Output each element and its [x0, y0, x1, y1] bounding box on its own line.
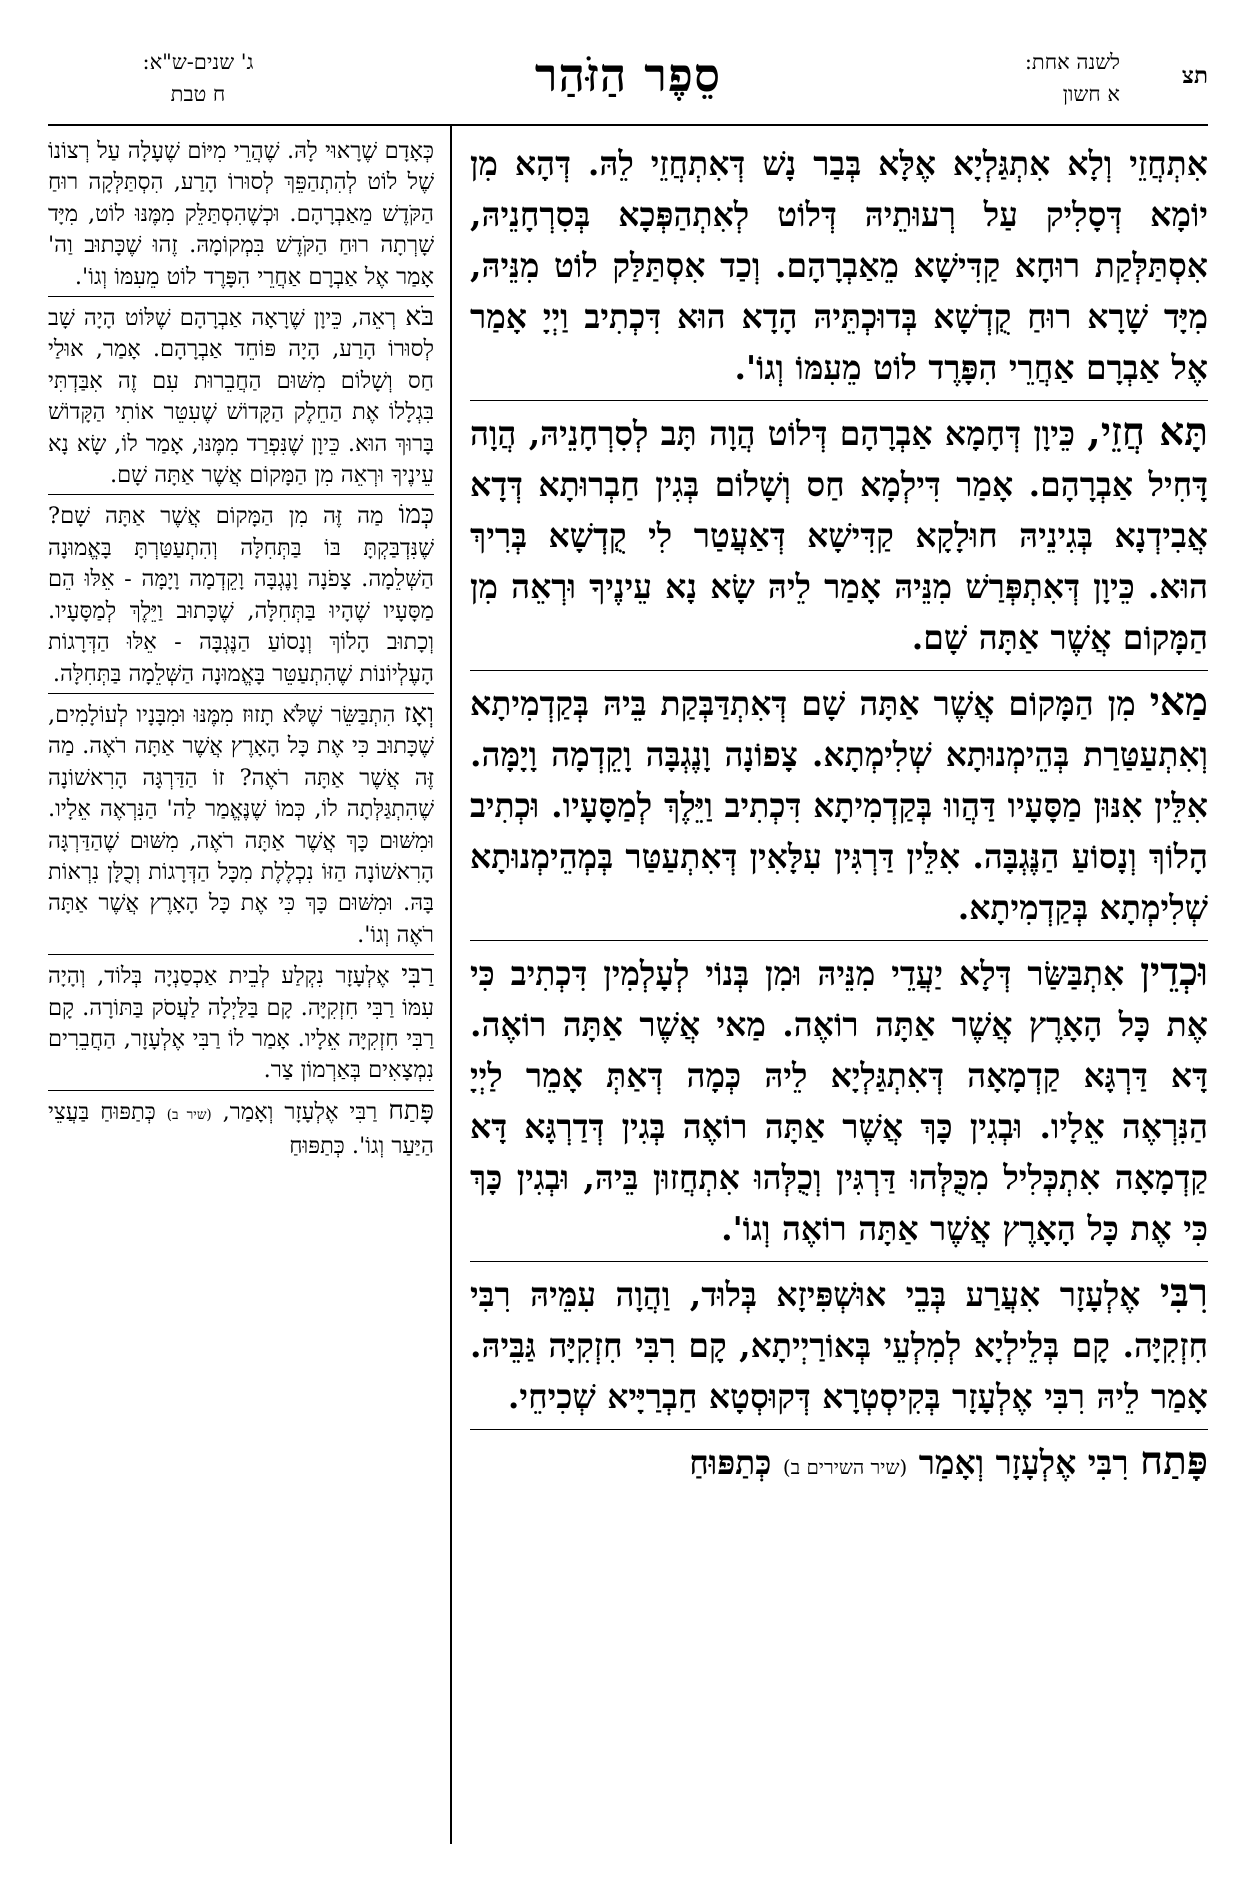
paragraph-text: אֶלְעָזָר אִעֲרַע בְּבֵי אוּשְׁפִּיזָא בְּלוּד, וַהֲוָה עִמֵּיהּ רִבִּי חִזְקִיָּה. קָם בְּלֵילְיָא לְמִלְעֵי בְּאוֹרַיְיתָא, קָם רִבִּי חִזְקִיָּה גַּבֵּיהּ. אָמַר לֵיהּ רִבִּי אֶלְעָזָר בְּקִיסְטְרָא דְּקוּסְטָא חַבְרַיָּיא שְׁכִיחֵי.: [470, 1275, 1208, 1416]
hebrew-paragraph: [48, 499, 434, 693]
aramaic-paragraph: [470, 138, 1208, 401]
aramaic-text-column: [470, 138, 1208, 1506]
page: [48, 44, 1208, 1844]
schedule-date: א חשון: [1062, 82, 1120, 106]
cycle-date: ח טבת: [170, 82, 226, 106]
verse-reference: (שיר ב): [166, 1106, 212, 1123]
page-number: תצ: [1181, 62, 1208, 89]
paragraph-text: כֵּיוָן דְּחָמָא אַבְרָהָם דְּלוֹט הֲוָה תָּב לְסִרְחָנֵיהּ, הֲוָה דָּחִיל אַבְרָהָם. אָמַר דִּילְמָא חַס וְשָׁלוֹם בְּגִין חַבְרוּתָא דְּדָא אֲבִידְנָא בְּגִינֵיהּ חוּלָקָא קַדִּישָׁא דְּאַעֲטַר לִי קֻדְשָׁא בְּרִיךְ הוּא. כֵּיוָן דְּאִתְפְּרַשׁ מִנֵּיהּ אָמַר לֵיהּ שָׂא נָא עֵינֶיךָ וּרְאֵה מִן הַמָּקוֹם אֲשֶׁר אַתָּה שָׁם.: [470, 414, 1208, 657]
aramaic-paragraph: [470, 947, 1208, 1262]
paragraph-text: אִתְחֲזֵי וְלָא אִתְגַּלְיָא אֶלָּא בְּבַר נָשׁ דְּאִתְחֲזֵי לֵהּ. דְּהָא מִן יוֹמָא דְּסָלִיק עַל רְעוּתֵיהּ דְּלוֹט לְאִתְהַפְּכָא בְּסִרְחָנֵיהּ, אִסְתַּלְּקַת רוּחָא קַדִּישָׁא מֵאַבְרָהָם. וְכַד אִסְתַּלַּק לוֹט מִנֵּיהּ, מִיָּד שָׁרָא רוּחַ קֻדְשָׁא בְּדוּכְתֵּיהּ הָדָא הוּא דִּכְתִיב וַיְיָ אָמַר אֶל אַבְרָם אַחֲרֵי הִפָּרֶד לוֹט מֵעִמּוֹ וְגוֹ'.: [470, 144, 1208, 387]
opening-word: בֹּא: [405, 301, 434, 333]
paragraph-text: אִתְבַּשַּׂר דְּלָא יַעֲדֵי מִנֵּיהּ וּמִן בְּנוֹי לְעָלְמִין דִּכְתִיב כִּי אֶת כָּל הָאָרֶץ אֲשֶׁר אַתָּה רוֹאֶה. מַאי אֲשֶׁר אַתָּה רוֹאֶה. דָּא דַּרְגָּא קַדְמָאָה דְּאִתְגַּלְיָא לֵיהּ כְּמָה דְּאַתְּ אָמֵר לַיְיָ הַנִּרְאֶה אֵלָיו. וּבְגִין כָּךְ אֲשֶׁר אַתָּה רוֹאֶה בְּגִין דְּדַרְגָּא דָּא קַדְמָאָה אִתְכְּלִיל מִכֻּלְּהוּ דַּרְגִּין וְכֻלְּהוּ אִתְחֲזוּן בֵּיהּ, וּבְגִין כָּךְ כִּי אֶת כָּל הָאָרֶץ אֲשֶׁר אַתָּה רוֹאֶה וְגוֹ'.: [470, 954, 1208, 1248]
paragraph-text: רַבִּי אֶלְעָזָר וְאָמַר,: [222, 1098, 378, 1125]
hebrew-paragraph: [48, 959, 434, 1091]
paragraph-text: רְאֵה, כֵּיוָן שֶׁרָאָה אַבְרָהָם שֶׁלּוֹט הָיָה שָׁב לְסוּרוֹ הָרַע, הָיָה פּוֹחֵד אַבְרָהָם. אָמַר, אוּלַי חַס וְשָׁלוֹם מִשּׁוּם הַחֲבֵרוּת עִם זֶה אִבַּדְתִּי בִּגְלָלוֹ אֶת הַחֵלֶק הַקָּדוֹשׁ שֶׁעִטֵּר אוֹתִי הַקָּדוֹשׁ בָּרוּךְ הוּא. כֵּיוָן שֶׁנִּפְרַד מִמֶּנּוּ, אָמַר לוֹ, שָׂא נָא עֵינֶיךָ וּרְאֵה מִן הַמָּקוֹם אֲשֶׁר אַתָּה שָׁם.: [48, 305, 434, 489]
paragraph-tail: כְּתַפּוּחַ בַּעֲצֵי הַיַּעַר וְגוֹ'. כְּתַפּוּחַ: [48, 1098, 434, 1160]
opening-word: פָּתַח: [1140, 1438, 1208, 1484]
opening-word: וְאָז: [403, 697, 434, 729]
page-header: [48, 44, 1208, 126]
opening-word: מַאי: [1149, 679, 1208, 725]
paragraph-text: מַה זֶּה מִן הַמָּקוֹם אֲשֶׁר אַתָּה שָׁם? שֶׁנִּדְבַּקְתָּ בּוֹ בַּתְּחִלָּה וְהִתְעַטַּרְתָּ בָּאֱמוּנָה הַשְּׁלֵמָה. צָפֹנָה וָנֶגְבָּה וָקֵדְמָה וָיָמָּה - אֵלּוּ הֵם מַסָּעָיו שֶׁהָיוּ בַּתְּחִלָּה, שֶׁכָּתוּב וַיֵּלֶךְ לְמַסָּעָיו. וְכָתוּב הָלוֹךְ וְנָסוֹעַ הַנֶּגְבָּה - אֵלּוּ הַדְּרָגוֹת הָעֶלְיוֹנוֹת שֶׁהִתְעַטֵּר בָּאֱמוּנָה הַשְּׁלֵמָה בַּתְּחִלָּה.: [48, 503, 434, 687]
opening-word: רַבִּי: [401, 959, 434, 991]
hebrew-paragraph: [48, 1095, 434, 1166]
paragraph-text: רִבִּי אֶלְעָזָר וְאָמַר: [918, 1443, 1129, 1482]
hebrew-paragraph: [48, 136, 434, 297]
opening-word: וּכְדֵין: [1140, 949, 1208, 995]
aramaic-paragraph: [470, 677, 1208, 941]
paragraph-text: כְּאָדָם שֶׁרָאוּי לָהּ. שֶׁהֲרֵי מִיּוֹם שֶׁעָלָה עַל רְצוֹנוֹ שֶׁל לוֹט לְהִתְהַפֵּךְ לְסוּרוֹ הָרַע, הִסְתַּלְּקָה רוּחַ הַקֹּדֶשׁ מֵאַבְרָהָם. וּכְשֶׁהִסְתַּלֵּק מִמֶּנּוּ לוֹט, מִיָּד שָׁרְתָה רוּחַ הַקֹּדֶשׁ בִּמְקוֹמָהּ. זֶהוּ שֶׁכָּתוּב וַה' אָמַר אֶל אַבְרָם אַחֲרֵי הִפָּרֶד לוֹט מֵעִמּוֹ וְגוֹ'.: [48, 138, 434, 290]
paragraph-text: אֶלְעָזָר נִקְלַע לְבֵית אַכְסַנְיָה בְּלוֹד, וְהָיָה עִמּוֹ רַבִּי חִזְקִיָּה. קָם בַּלַּיְלָה לַעֲסֹק בַּתּוֹרָה. קָם רַבִּי חִזְקִיָּה אֵלָיו. אָמַר לוֹ רַבִּי אֶלְעָזָר, הַחֲבֵרִים נִמְצָאִים בְּאַרְמוֹן צַר.: [48, 963, 434, 1084]
three-year-schedule: [48, 46, 348, 110]
opening-word: רִבִּי: [1159, 1270, 1208, 1316]
aramaic-paragraph: [470, 407, 1208, 671]
verse-reference: (שיר השירים ב): [782, 1456, 908, 1479]
column-divider: [450, 126, 452, 1844]
paragraph-tail: כְּתַפּוּחַ: [689, 1443, 772, 1482]
paragraph-text: מִן הַמָּקוֹם אֲשֶׁר אַתָּה שָׁם דְּאִתְדַּבְּקַת בֵּיהּ בְּקַדְמִיתָא וְאִתְעַטַּרַת בְּהֵימְנוּתָא שְׁלִימְתָא. צָפוֹנָה וָנֶגְבָּה וָקֵדְמָה וָיָמָּה. אִלֵּין אִנּוּן מַסָּעָיו דַּהֲווּ בְּקַדְמִיתָא דִּכְתִיב וַיֵּלֶךְ לְמַסָּעָיו. וּכְתִיב הָלוֹךְ וְנָסוֹעַ הַנֶּגְבָּה. אִלֵּין דַּרְגִּין עִלָּאִין דְּאִתְעַטַּר בְּמְהֵימְנוּתָא שְׁלִימְתָא בְּקַדְמִיתָא.: [470, 684, 1208, 927]
aramaic-paragraph: [470, 1436, 1208, 1500]
cycle-label: ג' שנים-ש"א:: [142, 50, 254, 74]
paragraph-text: הִתְבַּשֵּׂר שֶׁלֹּא תָזוּז מִמֶּנּוּ וּמִבָּנָיו לְעוֹלָמִים, שֶׁכָּתוּב כִּי אֶת כָּל הָאָרֶץ אֲשֶׁר אַתָּה רֹאֶה. מַה זֶּה אֲשֶׁר אַתָּה רֹאֶה? זוֹ הַדַּרְגָּה הָרִאשׁוֹנָה שֶׁהִתְגַּלְּתָה לוֹ, כְּמוֹ שֶׁנֶּאֱמַר לַה' הַנִּרְאֶה אֵלָיו. וּמִשּׁוּם כָּךְ אֲשֶׁר אַתָּה רֹאֶה, מִשּׁוּם שֶׁהַדַּרְגָּה הָרִאשׁוֹנָה הַזּוֹ נִכְלֶלֶת מִכָּל הַדְּרָגוֹת וְכֻלָּן נִרְאוֹת בָּהּ. וּמִשּׁוּם כָּךְ כִּי אֶת כָּל הָאָרֶץ אֲשֶׁר אַתָּה רֹאֶה וְגוֹ'.: [48, 701, 434, 948]
book-title: סֵפֶר הַזֹּהַר: [534, 48, 722, 102]
opening-word: כְּמוֹ: [398, 499, 435, 531]
aramaic-paragraph: [470, 1268, 1208, 1430]
hebrew-paragraph: [48, 301, 434, 495]
opening-word: תָּא חֲזֵי,: [1087, 409, 1208, 455]
hebrew-paragraph: [48, 698, 434, 955]
hebrew-translation-column: [48, 136, 434, 1170]
opening-word: פָּתַח: [388, 1094, 435, 1126]
schedule-label: לשנה אחת:: [1024, 50, 1120, 74]
header-rule: [48, 124, 1208, 126]
